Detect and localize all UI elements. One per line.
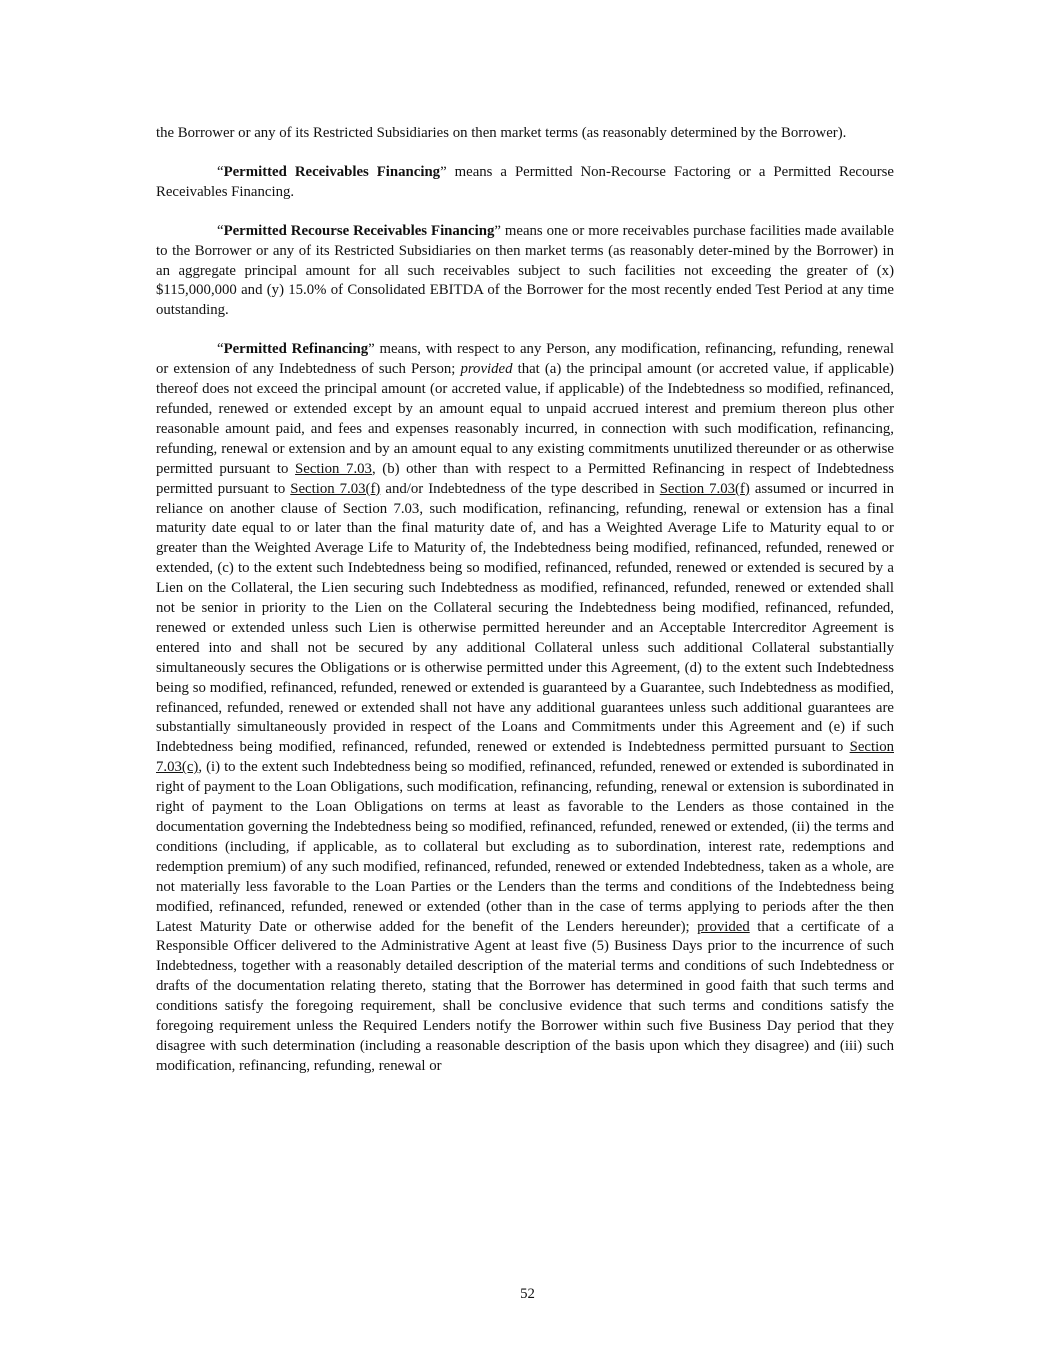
paragraph-text: “ xyxy=(217,341,224,358)
section-reference: Section 7.03(f) xyxy=(290,480,381,497)
defined-term: Permitted Refinancing xyxy=(223,341,369,358)
paragraph-text: that a certificate of a Responsible Officer delivered to the Administrative Agent at least five (5) Business Days prior to the incurrence of such Indebtedness, together with a reasonably detailed description of the material terms and conditions of such Indebtedness or drafts of the documentation relating thereto, stating that the Borrower has determined in good faith that such terms and conditions satisfy the foregoing requirement, shall be conclusive evidence that such terms and conditions satisfy the foregoing requirement unless the Required Lenders notify the Borrower within such five Business Day period that they disagree with such determination (including a reasonable description of the basis upon which they disagree) and (iii) such modification, refinancing, refunding, renewal or xyxy=(156,918,894,1074)
section-reference: Section 7.03(f) xyxy=(659,480,750,497)
paragraph-permitted-receivables-financing xyxy=(156,163,894,203)
paragraph-text: ” means one or more receivables purchase facilities made available to the Borrower or any of its Restricted Subsidiaries on then market terms (as reasonably deter-mined by the Borrower) in an aggregate principal amount for all such receivables subject to such facilities not exceeding the greater of (x) $115,000,000 and (y) 15.0% of Consolidated EBITDA of the Borrower for the most recently ended Test Period at any time outstanding. xyxy=(156,222,894,319)
emphasis-text: provided xyxy=(460,361,513,378)
section-reference: Section 7.03(c) xyxy=(156,739,894,776)
paragraph-text: ” means, with respect to any Person, any modification, refinancing, refunding, renewal or extension of any Indebtedness of such Person; xyxy=(156,341,894,378)
paragraph-text: , (i) to the extent such Indebtedness being so modified, refinanced, refunded, renewed or extended is subordinated in right of payment to the Loan Obligations, such modification, refinancing, refunding, renewal or extension is subordinated in right of payment to the Loan Obligations on terms at least as favorable to the Lenders as those contained in the documentation governing the Indebtedness being so modified, refinanced, refunded, renewed or extended, (ii) the terms and conditions (including, if applicable, as to collateral but excluding as to subordination, interest rate, redemptions and redemption premium) of any such modified, refinanced, refunded, renewed or extended Indebtedness, taken as a whole, are not materially less favorable to the Loan Parties or the Lenders than the terms and conditions of the Indebtedness being modified, refinanced, refunded, renewed or extended (other than in the case of terms applying to periods after the then Latest Maturity Date or otherwise added for the benefit of the Lenders hereunder); xyxy=(156,759,894,935)
document-body xyxy=(156,124,894,1096)
paragraph-text: assumed or incurred in reliance on another clause of Section 7.03, such modification, refinancing, refunding, renewal or extension has a final maturity date equal to or later than the final maturity date of, and has a Weighted Average Life to Maturity equal to or greater than the Weighted Average Life to Maturity of, the Indebtedness being modified, refinanced, refunded, renewed or extended, (c) to the extent such Indebtedness being so modified, refinanced, refunded, renewed or extended is secured by a Lien on the Collateral, the Lien securing such Indebtedness as modified, refinanced, refunded, renewed or extended shall not be senior in priority to the Lien on the Collateral securing the Indebtedness being modified, refinanced, refunded, renewed or extended unless such Lien is otherwise permitted hereunder and an Acceptable Intercreditor Agreement is entered into and shall not be secured by any additional Collateral unless such additional Collateral substantially simultaneously secures the Obligations or is otherwise permitted under this Agreement, (d) to the extent such Indebtedness being so modified, refinanced, refunded, renewed or extended is guaranteed by a Guarantee, such Indebtedness as modified, refinanced, refunded, renewed or extended shall not have any additional guarantees unless such additional guarantees are substantially simultaneously provided in respect of the Loans and Commitments under this Agreement and (e) if such Indebtedness being modified, refinanced, refunded, renewed or extended is Indebtedness permitted pursuant to xyxy=(156,480,894,756)
paragraph-text: ” means a Permitted Non-Recourse Factoring or a Permitted Recourse Receivables Financing. xyxy=(156,163,895,200)
defined-term: Permitted Recourse Receivables Financing xyxy=(223,222,495,239)
section-reference: provided xyxy=(697,918,750,935)
defined-term: Permitted Receivables Financing xyxy=(223,163,441,180)
paragraph-text: “ xyxy=(217,222,224,239)
paragraph-text: , (b) other than with respect to a Permitted Refinancing in respect of Indebtedness permitted pursuant to xyxy=(156,460,894,497)
paragraph-permitted-refinancing xyxy=(156,340,894,1077)
paragraph-text: the Borrower or any of its Restricted Subsidiaries on then market terms (as reasonably determined by the Borrower). xyxy=(156,125,847,141)
paragraph-text: and/or Indebtedness of the type described in xyxy=(380,480,660,497)
paragraph-text: that (a) the principal amount (or accreted value, if applicable) thereof does not exceed the principal amount (or accreted value, if applicable) of the Indebtedness so modified, refinanced, refunded, renewed or extended except by an amount equal to unpaid accrued interest and premium thereon plus other reasonable amount paid, and fees and expenses reasonably incurred, in connection with such modification, refinancing, refunding, renewal or extension and by an amount equal to any existing commitments unutilized thereunder or as otherwise permitted pursuant to xyxy=(156,361,894,477)
paragraph-text: “ xyxy=(217,163,224,180)
paragraph-borrower-continuation xyxy=(156,124,894,144)
paragraph-permitted-recourse-receivables-financing xyxy=(156,222,894,322)
page-number: 52 xyxy=(520,1286,535,1302)
section-reference: Section 7.03 xyxy=(295,460,372,477)
